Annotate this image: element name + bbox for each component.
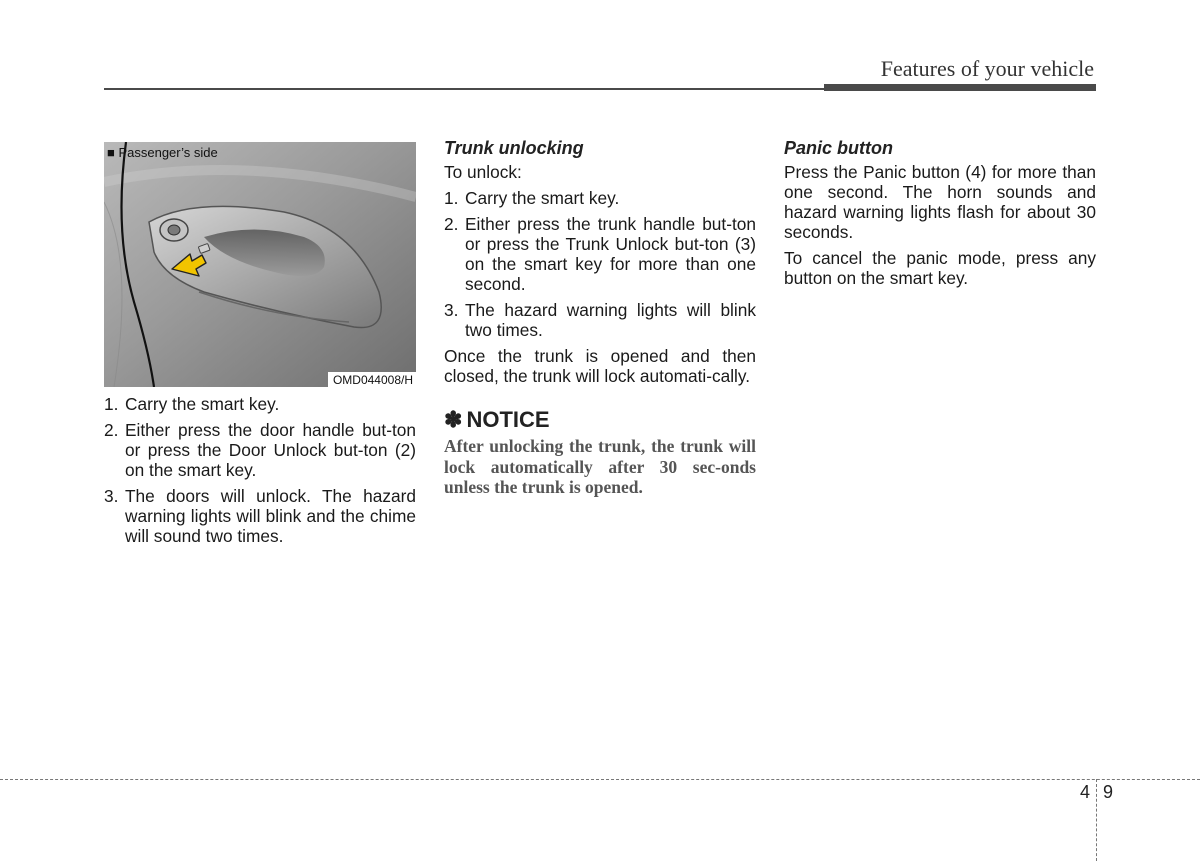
intro-text: To unlock: <box>444 162 522 182</box>
footer-rule <box>0 779 1200 780</box>
header-rule <box>104 88 824 90</box>
body-paragraph: Once the trunk is opened and then closed, the trunk will lock automati-cally. <box>444 346 756 386</box>
column-trunk-unlocking <box>444 138 756 498</box>
notice-heading <box>444 407 756 432</box>
section-heading: Panic button <box>784 138 893 158</box>
list-item: 3. The doors will unlock. The hazard warning lights will blink and the chime will sound two times. <box>104 486 416 546</box>
figure-caption: ■ Passenger’s side <box>107 145 218 160</box>
door-unlock-steps <box>104 394 416 546</box>
page-number: 9 <box>1103 782 1114 802</box>
list-item: 2. Either press the door handle but-ton or press the Door Unlock but-ton (2) on the smart key. <box>104 420 416 480</box>
door-handle-figure <box>104 142 416 387</box>
door-handle-image <box>104 142 416 387</box>
column-panic-button <box>784 138 1096 294</box>
header-rule-accent <box>824 84 1096 91</box>
section-heading: Trunk unlocking <box>444 138 584 158</box>
trunk-unlock-steps <box>444 188 756 340</box>
list-item: 1. Carry the smart key. <box>444 188 620 208</box>
footer-divider <box>1096 779 1097 861</box>
notice-icon: ✽ <box>444 407 463 432</box>
notice-title: NOTICE <box>466 407 550 432</box>
list-item: 2. Either press the trunk handle but-ton or press the Trunk Unlock but-ton (3) on the smart key for more than one second. <box>444 214 756 294</box>
notice-body: After unlocking the trunk, the trunk will lock automatically after 30 sec-onds unless the trunk is opened. <box>444 436 756 497</box>
chapter-number: 4 <box>1080 782 1091 802</box>
page-header-title: Features of your vehicle <box>880 56 1094 81</box>
body-paragraph: Press the Panic button (4) for more than one second. The horn sounds and hazard warning lights flash for about 30 seconds. <box>784 162 1096 242</box>
column-door-unlock <box>104 394 416 552</box>
list-item: 1. Carry the smart key. <box>104 394 280 414</box>
figure-code: OMD044008/H <box>328 372 416 387</box>
body-paragraph: To cancel the panic mode, press any button on the smart key. <box>784 248 1096 288</box>
list-item: 3. The hazard warning lights will blink two times. <box>444 300 756 340</box>
